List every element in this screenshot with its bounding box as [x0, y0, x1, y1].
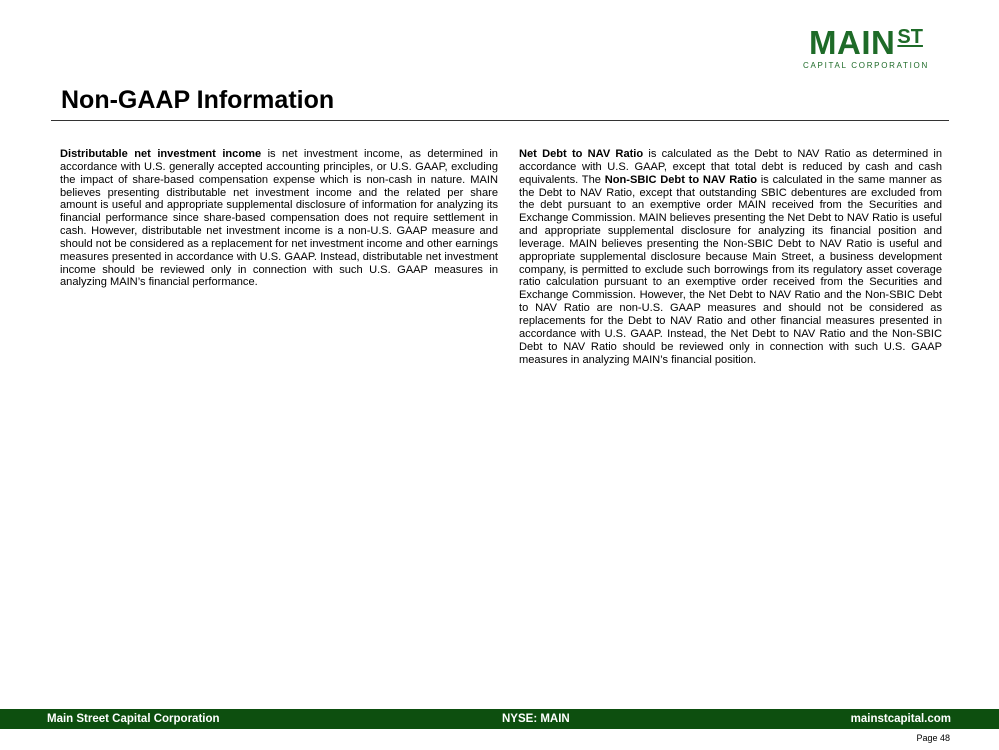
left-column: [60, 148, 498, 289]
term-distributable-nii: Distributable net investment income: [60, 148, 262, 160]
logo-superscript: ST: [897, 26, 923, 48]
logo-main-text: MAIN: [809, 24, 896, 61]
term-non-sbic-debt-nav: Non-SBIC Debt to NAV Ratio: [604, 173, 758, 186]
footer-bar: [0, 709, 999, 729]
term-net-debt-nav: Net Debt to NAV Ratio: [519, 148, 644, 160]
right-column: [519, 148, 942, 366]
page-title: Non-GAAP Information: [61, 86, 335, 114]
footer-company: Main Street Capital Corporation: [47, 713, 220, 725]
company-logo: [796, 26, 936, 70]
page-number: Page 48: [916, 733, 950, 743]
footer-ticker: NYSE: MAIN: [502, 713, 570, 725]
right-column-text-1: is calculated as the Debt to NAV Ratio as determined in accordance with U.S. GAAP, except that total debt is reduced by cash and cash equivalents. The: [519, 148, 942, 186]
title-divider: [51, 120, 949, 121]
left-column-text: is net investment income, as determined in accordance with U.S. generally accepted accounting principles, or U.S. GAAP, excluding the impact of share-based compensation expense which is non-cash in nature. MAIN believes presenting distributable net investment income and the related per share amount is useful and appropriate supplemental disclosure of information for analyzing its financial performance since share-based compensation does not require settlement in cash. However, distributable net investment income is a non-U.S. GAAP measure and should not be considered as a replacement for net investment income and other earnings measures presented in accordance with U.S. GAAP. Instead, distributable net investment income should be reviewed only in connection with such U.S. GAAP measures in analyzing MAIN’s financial performance.: [60, 148, 498, 289]
footer-website: mainstcapital.com: [850, 713, 951, 725]
logo-subtitle: CAPITAL CORPORATION: [803, 61, 929, 70]
right-column-text-2: is calculated in the same manner as the Debt to NAV Ratio, except that outstanding SBIC debentures are excluded from the debt pursuant to an exemptive order MAIN received from the Securities and Exchange Commission. MAIN believes presenting the Net Debt to NAV Ratio is useful and appropriate supplemental disclosure for analyzing its financial position and leverage. MAIN believes presenting the Non-SBIC Debt to NAV Ratio is useful and appropriate supplemental disclosure because Main Street, a business development company, is permitted to exclude such borrowings from its regulatory asset coverage ratio calculation pursuant to an exemptive order received from the Securities and Exchange Commission. However, the Net Debt to NAV Ratio and the Non-SBIC Debt to NAV Ratio are non-U.S. GAAP measures and should not be considered as replacements for the Debt to NAV Ratio and other financial measures presented in accordance with U.S. GAAP. Instead, the Net Debt to NAV Ratio and the Non-SBIC Debt to NAV Ratio should be reviewed only in connection with such U.S. GAAP measures in analyzing MAIN’s financial position.: [519, 173, 942, 366]
